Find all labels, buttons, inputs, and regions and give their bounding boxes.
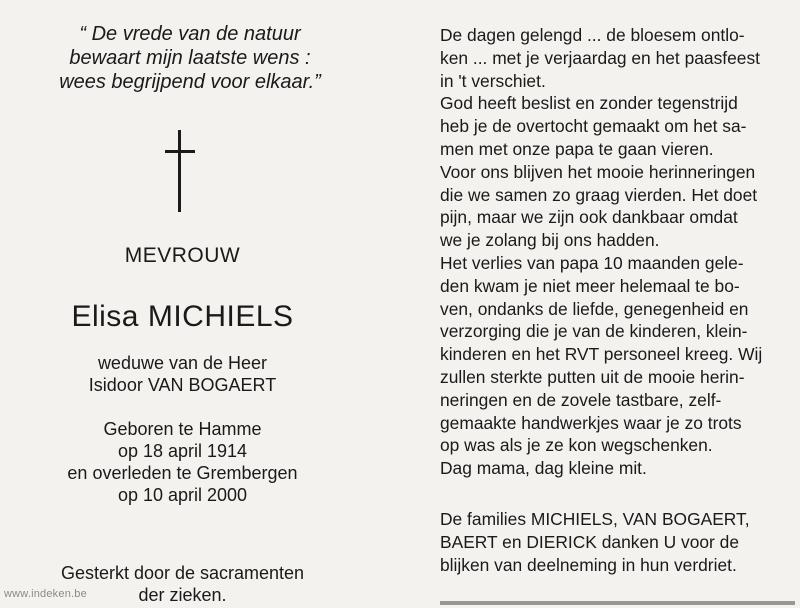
poem-line: neringen en de zovele tastbare, zelf- [440, 389, 722, 410]
death-date: op 10 april 2000 [117, 485, 248, 505]
poem-line: De dagen gelengd ... de bloesem ontlo- [440, 25, 745, 45]
thanks-line: BAERT en DIERICK danken U voor de [440, 531, 740, 552]
poem-line: pijn, maar we zijn ook dankbaar omdat [440, 207, 738, 228]
poem-line: die we samen zo graag vierden. Het doet [440, 184, 758, 205]
poem-line: men met onze papa te gaan vieren. [440, 138, 714, 159]
deceased-name: Elisa MICHIELS [71, 300, 294, 333]
birth-date: op 18 april 1914 [117, 441, 248, 461]
quote-line: wees begrijpend voor elkaar.” [59, 71, 321, 93]
poem-line: heb je de overtocht gemaakt om het sa- [440, 116, 747, 137]
honorific: MEVROUW [124, 244, 241, 267]
poem-line: ken ... met je verjaardag en het paasfeest [440, 47, 760, 68]
death-place: en overleden te Grembergen [67, 463, 298, 483]
poem-line: Het verlies van papa 10 maanden gele- [440, 252, 744, 273]
poem-line: in 't verschiet. [440, 70, 546, 91]
quote [40, 22, 340, 94]
birth-place: Geboren te Hamme [103, 419, 262, 439]
poem-line: den kwam je niet meer helemaal te bo- [440, 275, 740, 296]
thanks-line: blijken van deelneming in hun verdriet. [440, 554, 737, 575]
sacraments-line: der zieken. [138, 585, 227, 605]
poem-line: ven, ondanks de liefde, genegenheid en [440, 298, 749, 319]
thanks-text [440, 508, 795, 576]
life-dates [0, 418, 365, 506]
widow-line: Isidoor VAN BOGAERT [88, 375, 277, 395]
sacraments-line: Gesterkt door de sacramenten [60, 563, 305, 583]
widow-line: weduwe van de Heer [97, 353, 268, 373]
poem-line: op was als je ze kon wegschenken. [440, 435, 713, 456]
poem-line: verzorging die je van de kinderen, klein- [440, 321, 748, 342]
thanks-line: De families MICHIELS, VAN BOGAERT, [440, 509, 750, 529]
poem-line: God heeft beslist en zonder tegenstrijd [440, 93, 738, 114]
poem-line: gemaakte handwerkjes waar je zo trots [440, 412, 742, 433]
poem-line: zullen sterkte putten uit de mooie herin- [440, 366, 745, 387]
poem-line: we je zolang bij ons hadden. [440, 230, 660, 251]
poem-line: kinderen en het RVT personeel kreeg. Wij [440, 344, 763, 365]
watermark: www.indeken.be [4, 588, 87, 600]
poem-line: Voor ons blijven het mooie herinneringen [440, 161, 756, 182]
poem-text [440, 24, 795, 480]
poem-line: Dag mama, dag kleine mit. [440, 458, 647, 479]
widow-info [0, 352, 365, 396]
cross-icon [165, 130, 195, 212]
bottom-rule [440, 601, 795, 605]
quote-line: bewaart mijn laatste wens : [69, 47, 311, 69]
quote-line: “ De vrede van de natuur [79, 23, 301, 45]
right-panel [420, 0, 800, 608]
